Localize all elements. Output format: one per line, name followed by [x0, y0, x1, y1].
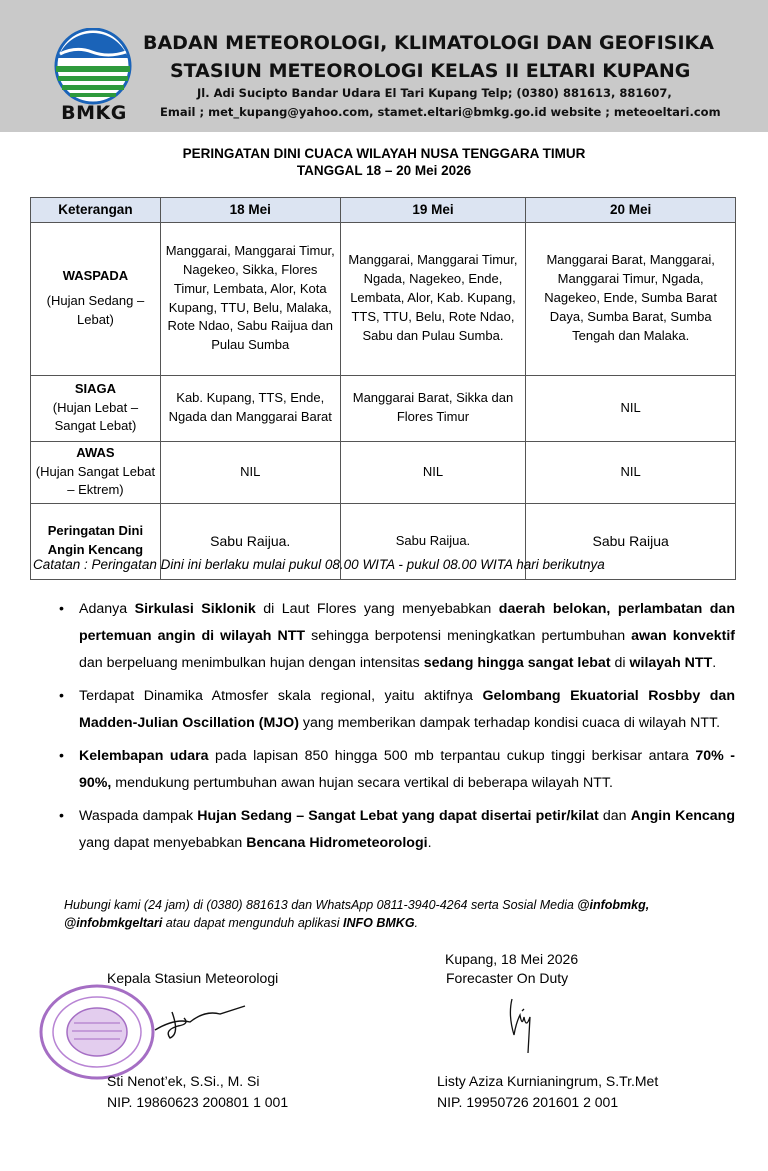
column-header: 20 Mei — [526, 198, 736, 223]
bullet-icon: • — [59, 808, 64, 824]
app-name: INFO BMKG — [343, 916, 415, 930]
table-row — [31, 441, 736, 503]
warning-table — [30, 197, 736, 580]
text-run: . — [712, 655, 717, 671]
text-run-bold: Sirkulasi Siklonik — [134, 601, 256, 617]
text-run-bold: wilayah NTT — [629, 655, 713, 671]
signature-right-icon — [498, 995, 548, 1057]
text-run: Waspada dampak — [79, 808, 198, 824]
text-run: yang dapat menyebabkan — [79, 835, 247, 851]
table-cell: Manggarai Barat, Manggarai, Manggarai Timur, Ngada, Nagekeo, Ende, Sumba Barat Daya, Sumba Barat, Sumba Tengah dan Malaka. — [526, 222, 736, 375]
contact-note — [64, 896, 736, 932]
text-run-bold: sedang hingga sangat lebat — [423, 655, 611, 671]
document-title: PERINGATAN DINI CUACA WILAYAH NUSA TENGGARA TIMUR — [182, 146, 586, 161]
table-cell: Sabu Raijua. — [160, 503, 340, 579]
bullet-icon: • — [59, 601, 64, 617]
list-item — [55, 596, 735, 677]
bullet-icon: • — [59, 748, 64, 764]
text-run: di Laut Flores yang menyebabkan — [255, 601, 499, 617]
row-label-sub: (Hujan Sangat Lebat – Ektrem) — [35, 463, 156, 498]
text-run: pada lapisan 850 hingga 500 mb terpantau cukup tinggi berkisar antara — [208, 748, 696, 764]
analysis-list — [55, 596, 735, 863]
right-signer-name: Listy Aziza Kurnianingrum, S.Tr.Met — [437, 1073, 659, 1089]
text-run: mendukung pertumbuhan awan hujan secara vertikal di beberapa wilayah NTT. — [111, 775, 613, 791]
table-cell: Manggarai Barat, Sikka dan Flores Timur — [340, 375, 526, 441]
table-cell: NIL — [526, 441, 736, 503]
text-run-bold: Bencana Hidrometeorologi — [246, 835, 428, 851]
table-header-row — [31, 198, 736, 223]
row-label — [31, 222, 161, 375]
text-run: di — [610, 655, 630, 671]
list-item — [55, 803, 735, 857]
bullet-icon: • — [59, 688, 64, 704]
right-signer-role: Forecaster On Duty — [446, 970, 569, 986]
org-name-line1: BADAN METEOROLOGI, KLIMATOLOGI DAN GEOFISIKA — [143, 32, 714, 54]
text-run: atau dapat mengunduh aplikasi — [162, 916, 344, 930]
row-label-name: AWAS — [76, 444, 115, 460]
text-run-bold: Hujan Sedang – Sangat Lebat yang dapat disertai petir/kilat — [197, 808, 599, 824]
text-run: dan berpeluang menimbulkan hujan dengan intensitas — [79, 655, 424, 671]
table-cell: Manggarai, Manggarai Timur, Nagekeo, Sikka, Flores Timur, Lembata, Alor, Kota Kupang, TTU, Belu, Malaka, Rote Ndao, Sabu Raijua dan Pulau Sumba — [160, 222, 340, 375]
list-item — [55, 683, 735, 737]
column-header: 19 Mei — [340, 198, 526, 223]
table-row — [31, 375, 736, 441]
text-run: dan — [598, 808, 631, 824]
contact-info: Email ; met_kupang@yahoo.com, stamet.eltari@bmkg.go.id website ; meteoeltari.com — [160, 105, 721, 119]
row-label — [31, 441, 161, 503]
text-run: Hubungi kami (24 jam) di (0380) 881613 dan WhatsApp 0811-3940-4264 serta Sosial Media — [64, 898, 578, 912]
row-label-name: Peringatan Dini Angin Kencang — [47, 523, 144, 558]
text-run-bold: Angin Kencang — [630, 808, 735, 824]
place-date: Kupang, 18 Mei 2026 — [445, 951, 579, 967]
text-run-bold: daerah belokan, perlambatan dan pertemuan angin di wilayah NTT — [79, 601, 735, 644]
row-label-name: SIAGA — [74, 380, 117, 396]
address: Jl. Adi Sucipto Bandar Udara El Tari Kupang Telp; (0380) 881613, 881607, — [197, 86, 672, 100]
table-cell: NIL — [340, 441, 526, 503]
table-cell: Manggarai, Manggarai Timur, Ngada, Nagekeo, Ende, Lembata, Alor, Kab. Kupang, TTS, TTU, Belu, Rote Ndao, Sabu dan Pulau Sumba. — [340, 222, 526, 375]
table-cell: NIL — [526, 375, 736, 441]
table-cell: Kab. Kupang, TTS, Ende, Ngada dan Manggarai Barat — [160, 375, 340, 441]
text-run-bold: 70% - 90%, — [79, 748, 735, 791]
text-run: Adanya — [79, 601, 135, 617]
document-date-range: TANGGAL 18 – 20 Mei 2026 — [296, 163, 472, 178]
left-signer-role: Kepala Stasiun Meteorologi — [107, 970, 279, 986]
text-run: . — [427, 835, 432, 851]
text-run: . — [414, 916, 419, 930]
table-cell: Sabu Raijua — [526, 503, 736, 579]
column-header: Keterangan — [31, 198, 161, 223]
column-header: 18 Mei — [160, 198, 340, 223]
text-run-bold: Kelembapan udara — [79, 748, 209, 764]
text-run: yang memberikan dampak terhadap kondisi cuaca di wilayah NTT. — [298, 715, 721, 731]
table-cell: NIL — [160, 441, 340, 503]
text-run-bold: Gelombang Ekuatorial Rosbby dan Madden-Julian Oscillation (MJO) — [79, 688, 735, 731]
row-label-sub: (Hujan Lebat – Sangat Lebat) — [52, 399, 139, 434]
row-label — [31, 375, 161, 441]
left-signer-name: Sti Nenot’ek, S.Si., M. Si — [107, 1073, 260, 1089]
left-signer-nip: NIP. 19860623 200801 1 001 — [107, 1094, 289, 1110]
text-run: Terdapat Dinamika Atmosfer skala regional, yaitu aktifnya — [79, 688, 483, 704]
social-handles: @infobmkg, @infobmkgeltari — [64, 898, 650, 930]
letterhead — [0, 0, 768, 132]
list-item — [55, 743, 735, 797]
right-signer-nip: NIP. 19950726 201601 2 001 — [437, 1094, 619, 1110]
signature-left-icon — [150, 1000, 250, 1040]
official-stamp-icon — [38, 983, 156, 1081]
validity-note: Catatan : Peringatan Dini ini berlaku mulai pukul 08.00 WITA - pukul 08.00 WITA hari berikutnya — [33, 557, 605, 572]
text-run-bold: awan konvektif — [631, 628, 735, 644]
logo-text: BMKG — [61, 102, 127, 124]
table-row — [31, 222, 736, 375]
table-cell: Sabu Raijua. — [340, 503, 526, 579]
row-label-sub: (Hujan Sedang – Lebat) — [46, 293, 145, 327]
text-run: sehingga berpotensi meningkatkan pertumbuhan — [305, 628, 632, 644]
org-name-line2: STASIUN METEOROLOGI KELAS II ELTARI KUPANG — [170, 60, 691, 82]
row-label-name: WASPADA — [62, 268, 129, 284]
